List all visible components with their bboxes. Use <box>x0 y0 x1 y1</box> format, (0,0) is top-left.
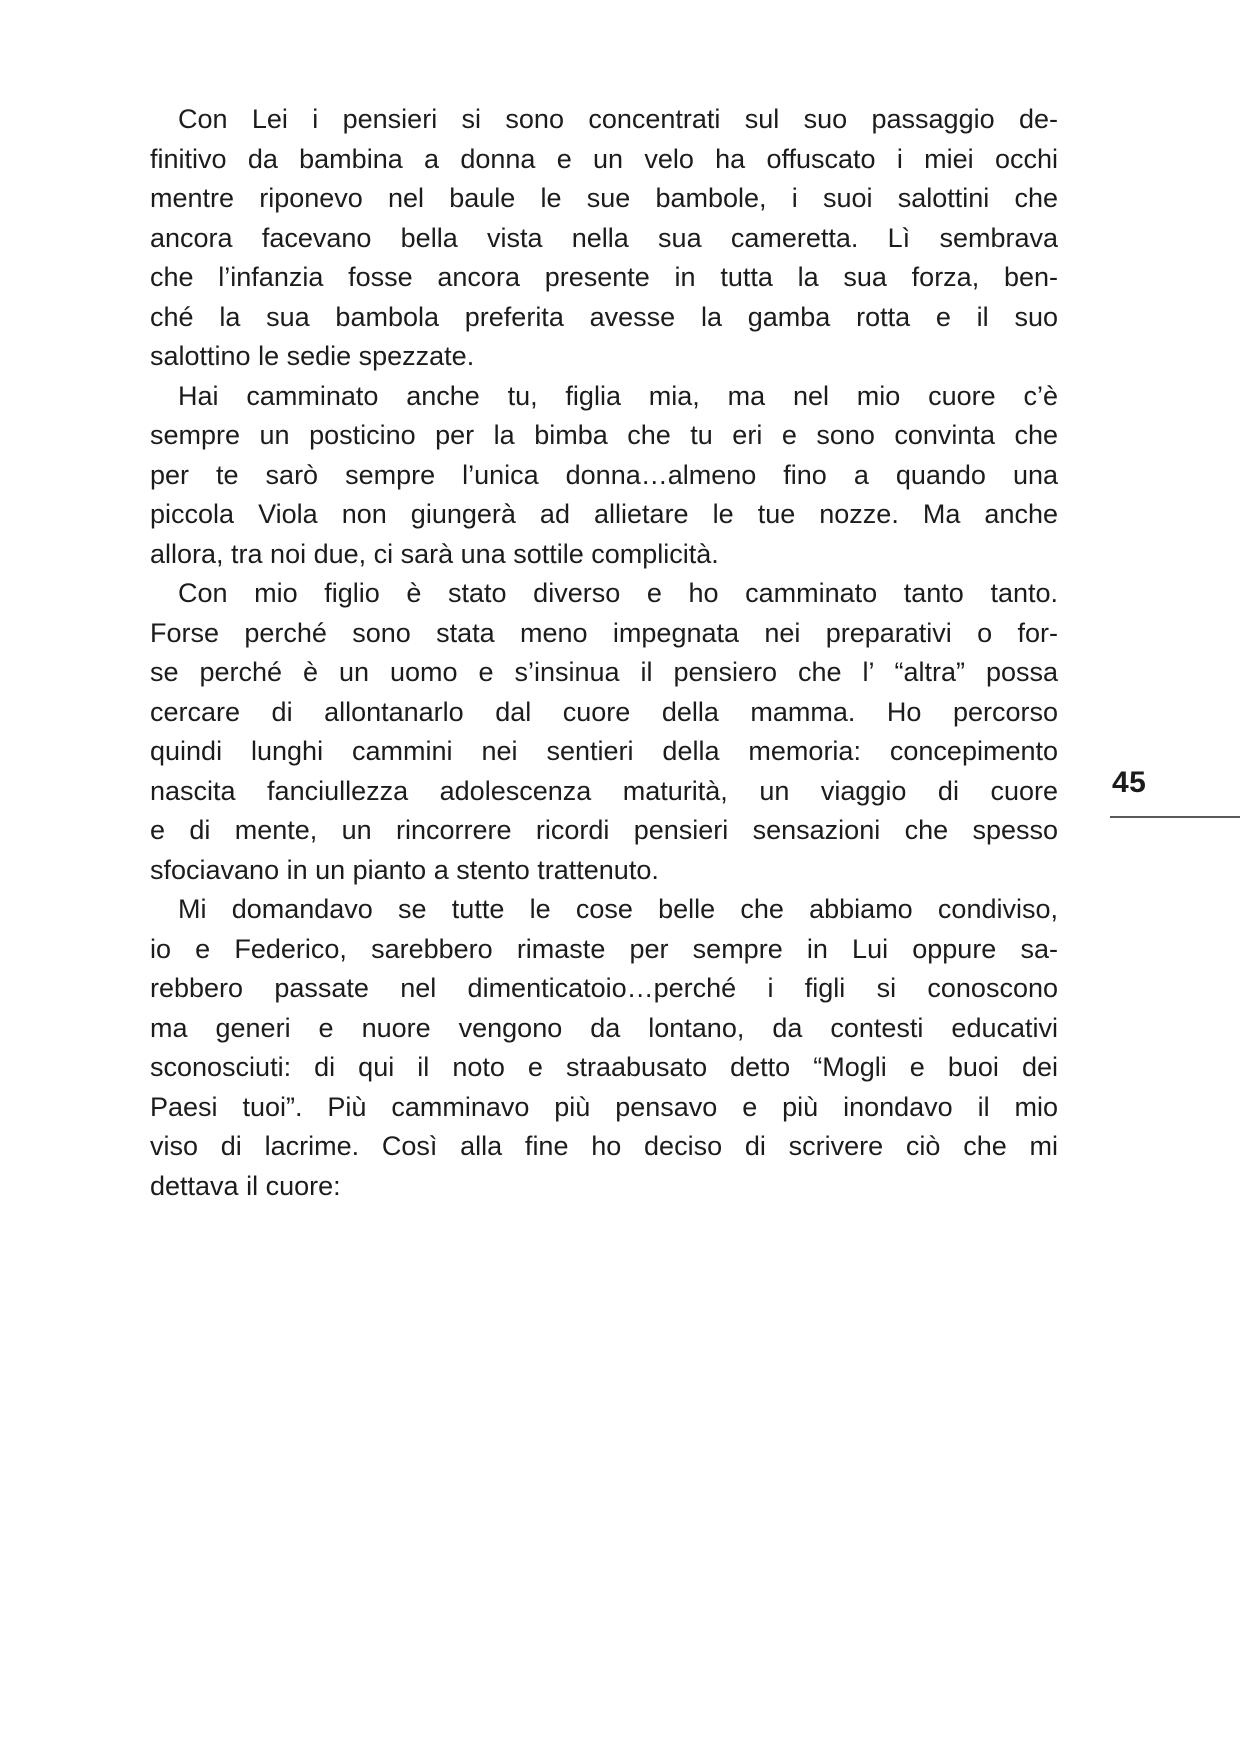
text-line: mentre riponevo nel baule le sue bambole, i suoi salottini che <box>150 183 1058 213</box>
text-line: se perché è un uomo e s’insinua il pensiero che l’ “altra” possa <box>150 657 1058 687</box>
text-line: finitivo da bambina a donna e un velo ha offuscato i miei occhi <box>150 143 1058 174</box>
text-line: allora, tra noi due, ci sarà una sottile complicità. <box>150 538 719 569</box>
text-line: salottino le sedie spezzate. <box>150 341 475 371</box>
text-line: piccola Viola non giungerà ad allietare le tue nozze. Ma anche <box>150 499 1058 529</box>
text-line: Con Lei i pensieri si sono concentrati sul suo passaggio de- <box>178 104 1058 134</box>
text-line: sempre un posticino per la bimba che tu eri e sono convinta che <box>150 420 1058 450</box>
text-line: ma generi e nuore vengono da lontano, da contesti educativi <box>150 1012 1058 1043</box>
text-line: dettava il cuore: <box>150 1170 341 1201</box>
text-line: nascita fanciullezza adolescenza maturità, un viaggio di cuore <box>150 775 1058 806</box>
text-line: cercare di allontanarlo dal cuore della mamma. Ho percorso <box>150 696 1058 727</box>
text-line: e di mente, un rincorrere ricordi pensieri sensazioni che spesso <box>150 815 1058 845</box>
body-text <box>150 100 1058 1206</box>
text-line: ancora facevano bella vista nella sua cameretta. Lì sembrava <box>150 222 1058 253</box>
text-line: Hai camminato anche tu, figlia mia, ma nel mio cuore c’è <box>178 380 1058 411</box>
text-line: Mi domandavo se tutte le cose belle che abbiamo condiviso, <box>178 894 1058 924</box>
text-line: viso di lacrime. Così alla fine ho deciso di scrivere ciò che mi <box>150 1131 1058 1161</box>
page-number: 45 <box>1112 766 1147 799</box>
text-line: Con mio figlio è stato diverso e ho camminato tanto tanto. <box>178 578 1058 608</box>
text-line: per te sarò sempre l’unica donna…almeno fino a quando una <box>150 459 1058 490</box>
page-number-rule <box>1110 816 1240 818</box>
text-line: quindi lunghi cammini nei sentieri della memoria: concepimento <box>150 736 1058 766</box>
text-line: sconosciuti: di qui il noto e straabusato detto “Mogli e buoi dei <box>150 1052 1058 1082</box>
text-line: io e Federico, sarebbero rimaste per sempre in Lui oppure sa- <box>150 933 1058 964</box>
text-line: che l’infanzia fosse ancora presente in tutta la sua forza, ben- <box>150 262 1058 292</box>
text-line: rebbero passate nel dimenticatoio…perché i figli si conoscono <box>150 973 1058 1003</box>
text-line: ché la sua bambola preferita avesse la gamba rotta e il suo <box>150 301 1058 332</box>
text-line: sfociavano in un pianto a stento trattenuto. <box>150 854 659 885</box>
text-line: Paesi tuoi”. Più camminavo più pensavo e più inondavo il mio <box>150 1091 1058 1122</box>
text-line: Forse perché sono stata meno impegnata nei preparativi o for- <box>150 617 1058 648</box>
